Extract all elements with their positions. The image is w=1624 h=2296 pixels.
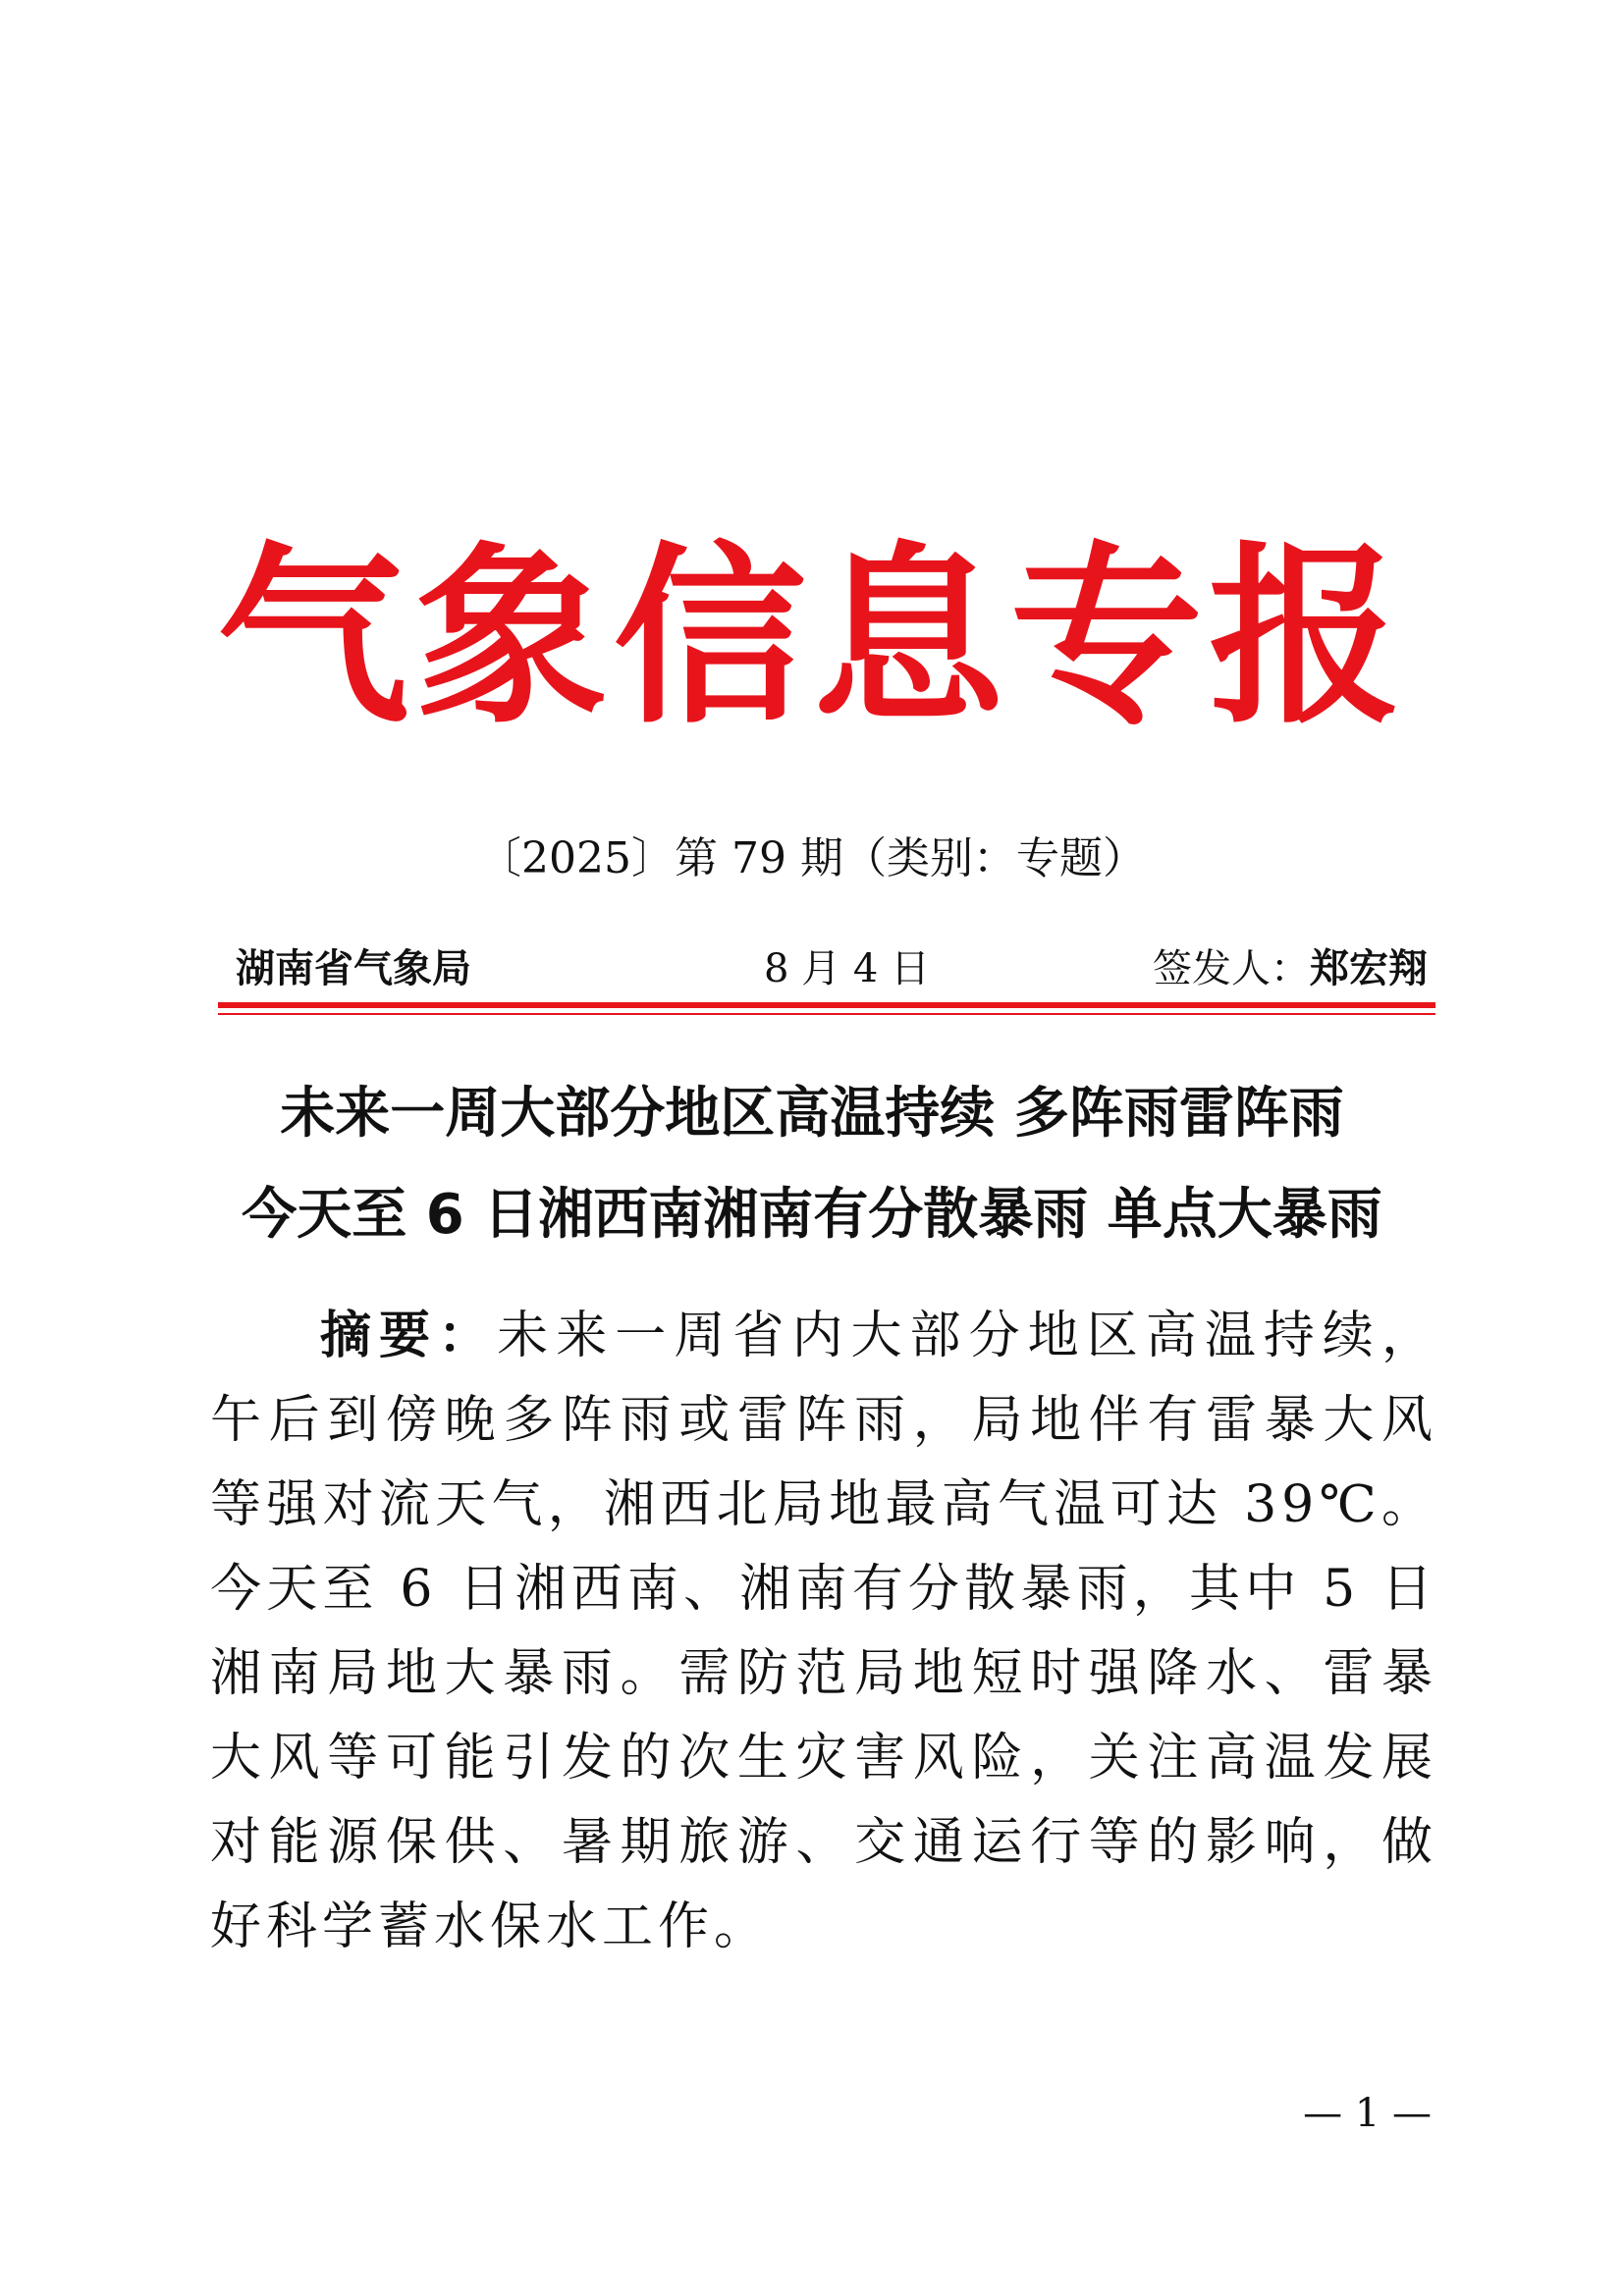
header-rule-thin xyxy=(218,1013,1435,1015)
abstract-label: 摘要： xyxy=(320,1307,498,1365)
signer-name: 郑宏翔 xyxy=(1310,946,1428,991)
page-number: — 1 — xyxy=(1303,2091,1432,2136)
meta-row xyxy=(218,937,1435,1000)
issuer: 湖南省气象局 xyxy=(236,946,471,991)
header-rule-thick xyxy=(218,1002,1435,1008)
issue-date: 8 月 4 日 xyxy=(764,946,931,991)
abstract-text: 未来一周省内大部分地区高温持续，午后到傍晚多阵雨或雷阵雨，局地伴有雷暴大风等强对流天气，湘西北局地最高气温可达 39℃。今天至 6 日湘西南、湘南有分散暴雨，其中 5 日湘南局地大暴雨。需防范局地短时强降水、雷暴大风等可能引发的次生灾害风险，关注高温发展对能源保供、暑期旅游、交通运行等的影响，做好科学蓄水保水工作。 xyxy=(210,1307,1437,1956)
issue-number: 〔2025〕第 79 期（类别：专题） xyxy=(478,833,1146,883)
headline-line-2: 今天至 6 日湘西南湘南有分散暴雨 单点大暴雨 xyxy=(242,1183,1382,1247)
signer-label: 签发人： xyxy=(1153,946,1310,991)
abstract-paragraph xyxy=(210,1294,1437,1969)
signer xyxy=(1153,937,1428,1000)
headline-line-1: 未来一周大部分地区高温持续 多阵雨雷阵雨 xyxy=(280,1082,1344,1146)
masthead-title: 气象信息专报 xyxy=(216,526,1407,750)
